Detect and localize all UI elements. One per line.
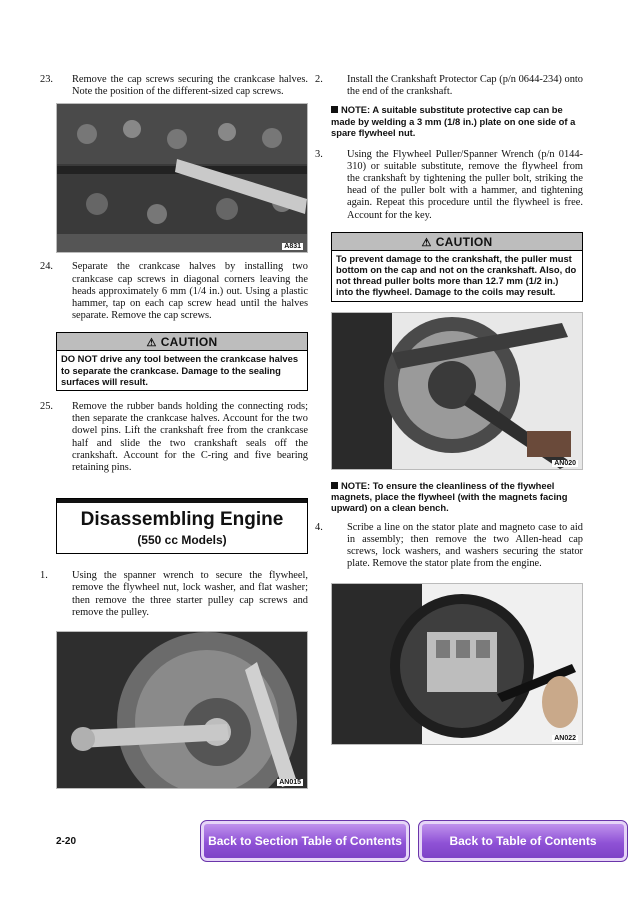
caution-header: ⚠ CAUTION xyxy=(57,333,307,351)
caution-text: DO NOT drive any tool between the crankcase halves to separate the crankcase. Damage to the sealing surfaces will result. xyxy=(61,353,299,387)
photo-flywheel-puller xyxy=(331,312,583,470)
photo-crankcase-screws xyxy=(56,103,308,253)
photo-flywheel-spanner xyxy=(56,631,308,789)
note-bullet-icon xyxy=(331,482,338,489)
right-column xyxy=(315,74,583,745)
caution-header: ⚠ CAUTION xyxy=(332,233,582,251)
warning-icon: ⚠ xyxy=(146,337,157,350)
step-3: 3. Using the Flywheel Puller/Spanner Wrench (p/n 0144-310) or suitable substitute, remove the flywheel from the crankshaft by tightening the puller bolt, striking the head of the puller bolt with a hammer, and tightening again. Repeat this procedure until the flywheel is free. Account for the key. xyxy=(315,148,583,221)
puller-photo-illustration xyxy=(332,313,583,469)
step-2: 2. Install the Crankshaft Protector Cap (p/n 0644-234) onto the end of the crankshaft. xyxy=(315,74,583,98)
page-number: 2-20 xyxy=(56,836,77,847)
step-4: 4. Scribe a line on the stator plate and magneto case to aid in assembly; then remove the two Allen-head cap screws, lock washers, and washers securing the stator plate. Remove the stator plate from the engine. xyxy=(315,521,583,570)
caution-box xyxy=(331,232,583,302)
note-flywheel-magnets: NOTE: To ensure the cleanliness of the flywheel magnets, place the flywheel (with the magnets facing upward) on a clean bench. xyxy=(331,479,568,514)
left-column xyxy=(40,74,308,789)
section-title: Disassembling Engine xyxy=(80,509,284,531)
note-bullet-icon xyxy=(331,106,338,113)
caution-box xyxy=(56,332,308,391)
caution-text: To prevent damage to the crankshaft, the puller must bottom on the cap and not on the crankshaft. Also, do not thread puller bolts more than 12.7 mm (1/2 in.) into the flywheel. Damage to the coils may result. xyxy=(336,252,577,298)
photo-caption: AN015 xyxy=(279,779,301,787)
photo-caption: AN022 xyxy=(554,734,576,742)
photo-caption: A831 xyxy=(284,243,301,251)
photo-caption: AN020 xyxy=(554,459,576,467)
step-24: 24. Separate the crankcase halves by installing two crankcase cap screws in diagonal corners leaving the heads approximately 6 mm (1/4 in.) out. Using a plastic hammer, tap on each cap screw head until the halves separate. Remove the cap screws. xyxy=(40,261,308,322)
step-23: 23. Remove the cap screws securing the crankcase halves. Note the position of the different-sized cap screws. xyxy=(40,74,308,98)
section-subtitle: (550 cc Models) xyxy=(137,533,227,548)
note-protective-cap: NOTE: A suitable substitute protective cap can be made by welding a 3 mm (1/8 in.) plate on one side of a spare flywheel nut. xyxy=(331,104,576,139)
back-to-section-toc-button[interactable]: Back to Section Table of Contents xyxy=(200,820,410,862)
step-25: 25. Remove the rubber bands holding the connecting rods; then separate the crankcase halves. Account for the two dowel pins. Lift the crankshaft free from the crankcase half and slide the two crankshaft seals off the crankshaft. Account for the C-ring and five bearing retaining pins. xyxy=(40,401,308,474)
step-1: 1. Using the spanner wrench to secure the flywheel, remove the flywheel nut, lock washer, and flat washer; then remove the three starter pulley cap screws and remove the pulley. xyxy=(40,570,308,618)
flywheel-photo-illustration xyxy=(57,632,308,788)
warning-icon: ⚠ xyxy=(421,236,432,249)
section-heading xyxy=(56,498,308,554)
photo-stator-plate xyxy=(331,583,583,745)
back-to-toc-button[interactable]: Back to Table of Contents xyxy=(418,820,628,862)
stator-photo-illustration xyxy=(332,584,583,744)
crankcase-photo-illustration xyxy=(57,104,308,252)
